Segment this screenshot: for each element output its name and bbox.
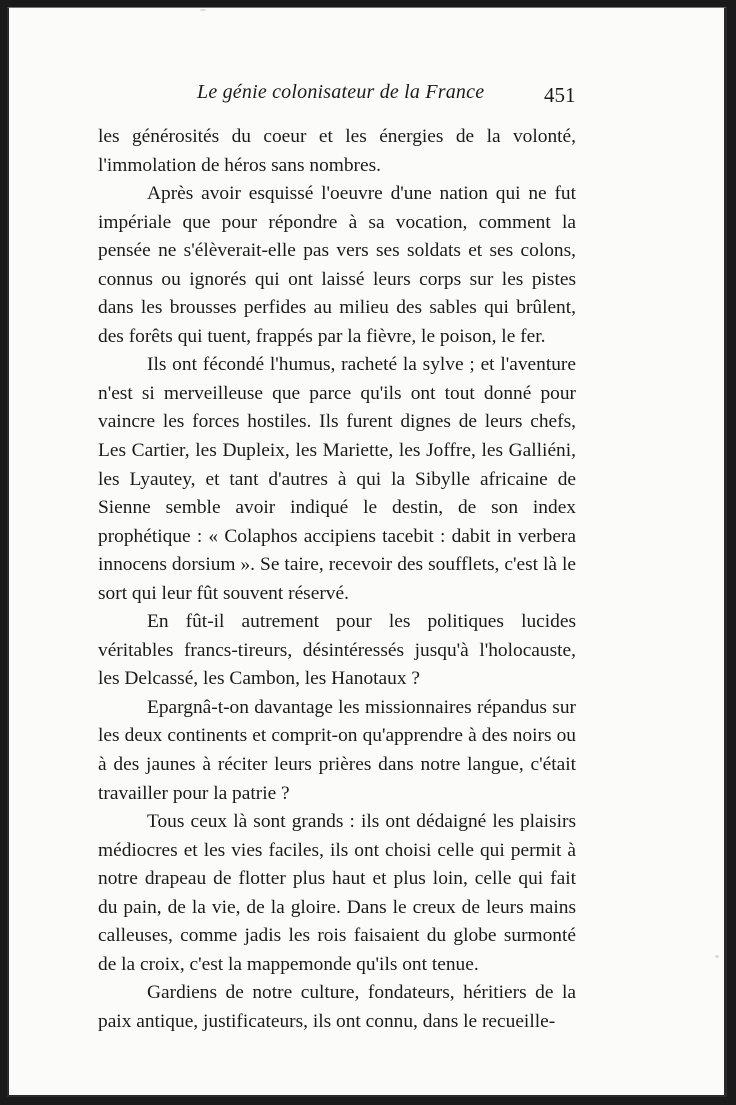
paragraph: les générosités du coeur et les énergies de la volonté, l'immolation de héros sans nombres. (98, 126, 576, 176)
paragraph: Gardiens de notre culture, fondateurs, héritiers de la paix antique, justificateurs, ils ont connu, dans le recueille- (98, 982, 576, 1032)
paragraph: Après avoir esquissé l'oeuvre d'une nation qui ne fut impériale que pour répondre à sa vocation, comment la pensée ne s'élèverait-elle pas vers ses soldats et ses colons, connus ou ignorés qui ont laissé leurs corps sur les pistes dans les brousses perfides au milieu des sables qui brûlent, des forêts qui tuent, frappés par la fièvre, le poison, le fer. (98, 183, 576, 347)
paragraph: En fût-il autrement pour les politiques lucides véritables francs-tireurs, désintéressés jusqu'à l'holocauste, les Delcassé, les Cambon, les Hanotaux ? (98, 611, 576, 690)
page-number: 451 (544, 83, 576, 107)
paragraph: Tous ceux là sont grands : ils ont dédaigné les plaisirs médiocres et les vies faciles, ils ont choisi celle qui permit à notre drapeau de flotter plus haut et plus loin, celle qui fait du pain, de la vie, de la gloire. Dans le creux de leurs mains calleuses, comme jadis les rois faisaient du globe surmonté de la croix, c'est la mappemonde qu'ils ont tenue. (98, 811, 576, 975)
page-header (7, 81, 727, 111)
scan-speck (715, 955, 719, 958)
body-text (98, 123, 576, 1037)
book-page (7, 7, 727, 1097)
paragraph: Ils ont fécondé l'humus, racheté la sylve ; et l'aventure n'est si merveilleuse que parce qu'ils ont tout donné pour vaincre les forces hostiles. Ils furent dignes de leurs chefs, Les Cartier, les Dupleix, les Mariette, les Joffre, les Galliéni, les Lyautey, et tant d'autres à qui la Sibylle africaine de Sienne semble avoir indiqué le destin, de son index prophétique : « Colaphos accipiens tacebit : dabit in verbera innocens dorsium ». Se taire, recevoir des soufflets, c'est là le sort qui leur fût souvent réservé. (98, 354, 576, 604)
scan-speck (200, 9, 206, 11)
paragraph: Epargnâ-t-on davantage les missionnaires répandus sur les deux continents et comprit-on qu'apprendre à des noirs ou à des jaunes à réciter leurs prières dans notre langue, c'était travailler pour la patrie ? (98, 696, 576, 804)
running-title: Le génie colonisateur de la France (197, 81, 485, 103)
